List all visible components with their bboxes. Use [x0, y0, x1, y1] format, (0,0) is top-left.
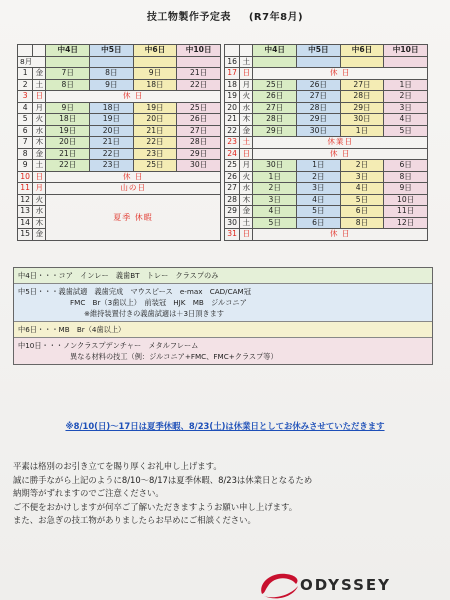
due-date-cell: 9日: [90, 79, 134, 91]
table-row: [18, 171, 221, 183]
weekday: 月: [33, 102, 46, 114]
month-row-cell: [177, 56, 221, 68]
legend-4day: [14, 268, 432, 284]
due-date-cell: 1日: [340, 125, 384, 137]
weekday: 火: [33, 114, 46, 126]
day-number: 3: [18, 91, 33, 103]
weekday: 土: [33, 79, 46, 91]
due-date-cell: 11日: [384, 206, 428, 218]
table-row: [225, 102, 428, 114]
due-date-cell: 9日: [46, 102, 90, 114]
due-date-cell: 27日: [177, 125, 221, 137]
header-blank: [18, 45, 33, 57]
day-number: 7: [18, 137, 33, 149]
message-line: 納期等がずれますのでご注意ください。: [13, 488, 164, 498]
due-date-cell: 29日: [177, 148, 221, 160]
holiday-cell: 休 日: [253, 68, 428, 80]
legend-box: [13, 267, 433, 365]
day-number: 20: [225, 102, 240, 114]
due-date-cell: 18日: [46, 114, 90, 126]
weekday: 土: [33, 160, 46, 172]
due-date-cell: 1日: [384, 79, 428, 91]
table-header-row: [225, 45, 428, 57]
due-date-cell: 8日: [340, 217, 384, 229]
due-date-cell: 3日: [297, 183, 341, 195]
message-line: また、お急ぎの技工物がありましたらお早めにご相談ください。: [13, 515, 256, 525]
table-row: [18, 91, 221, 103]
column-header: 中5日: [90, 45, 134, 57]
holiday-cell: 休 日: [46, 91, 221, 103]
day-number: 8: [18, 148, 33, 160]
due-date-cell: 9日: [133, 68, 177, 80]
due-date-cell: 30日: [177, 160, 221, 172]
table-row: [18, 148, 221, 160]
due-date-cell: 4日: [384, 114, 428, 126]
weekday: 火: [240, 171, 253, 183]
table-header-row: [18, 45, 221, 57]
due-date-cell: 25日: [177, 102, 221, 114]
day-number: 12: [18, 194, 33, 206]
due-date-cell: 4日: [297, 194, 341, 206]
due-date-cell: 2日: [340, 160, 384, 172]
day-number: 1: [18, 68, 33, 80]
due-date-cell: [384, 56, 428, 68]
day-number: 18: [225, 79, 240, 91]
day-number: 22: [225, 125, 240, 137]
weekday: 水: [33, 206, 46, 218]
due-date-cell: 19日: [46, 125, 90, 137]
header-blank: [225, 45, 240, 57]
due-date-cell: 2日: [253, 183, 297, 195]
day-number: 16: [225, 56, 240, 68]
due-date-cell: 23日: [133, 148, 177, 160]
day-number: 10: [18, 171, 33, 183]
due-date-cell: 28日: [177, 137, 221, 149]
title-text: 技工物製作予定表: [146, 12, 231, 23]
due-date-cell: 5日: [253, 217, 297, 229]
due-date-cell: 12日: [384, 217, 428, 229]
day-number: 11: [18, 183, 33, 195]
legend-10day: [14, 338, 432, 364]
table-row: [18, 68, 221, 80]
table-row: [225, 91, 428, 103]
table-row: [225, 125, 428, 137]
column-header: 中4日: [253, 45, 297, 57]
due-date-cell: 6日: [384, 160, 428, 172]
month-row: [18, 56, 221, 68]
table-row: [18, 79, 221, 91]
due-date-cell: [253, 56, 297, 68]
month-row-cell: [46, 56, 90, 68]
weekday: 木: [33, 137, 46, 149]
day-number: 13: [18, 206, 33, 218]
due-date-cell: 7日: [46, 68, 90, 80]
weekday: 日: [33, 91, 46, 103]
column-header: 中10日: [384, 45, 428, 57]
month-row-cell: [133, 56, 177, 68]
due-date-cell: 5日: [384, 125, 428, 137]
due-date-cell: 5日: [340, 194, 384, 206]
table-row: [225, 183, 428, 195]
due-date-cell: 10日: [384, 194, 428, 206]
due-date-cell: 21日: [46, 148, 90, 160]
due-date-cell: 20日: [133, 114, 177, 126]
due-date-cell: 8日: [46, 79, 90, 91]
logo-text: ODYSSEY: [300, 576, 392, 594]
weekday: 木: [240, 114, 253, 126]
due-date-cell: 26日: [177, 114, 221, 126]
weekday: 日: [240, 148, 253, 160]
weekday: 火: [240, 91, 253, 103]
due-date-cell: 8日: [384, 171, 428, 183]
table-row: [225, 148, 428, 160]
due-date-cell: 5日: [297, 206, 341, 218]
holiday-cell: 休 日: [46, 171, 221, 183]
table-row: [225, 79, 428, 91]
table-row: [18, 160, 221, 172]
due-date-cell: 28日: [253, 114, 297, 126]
weekday: 土: [240, 56, 253, 68]
table-row: [225, 206, 428, 218]
due-date-cell: [297, 56, 341, 68]
due-date-cell: 20日: [90, 125, 134, 137]
header-blank: [240, 45, 253, 57]
message-line: 平素は格別のお引き立てを賜り厚くお礼申し上げます。: [13, 461, 222, 471]
weekday: 火: [33, 194, 46, 206]
day-number: 21: [225, 114, 240, 126]
due-date-cell: 1日: [253, 171, 297, 183]
legend-10day-line1: 中10日・・・ノンクラスプデンチャー メタルフレーム: [18, 341, 199, 350]
holiday-notice: ※8/10(日)〜17日は夏季休暇、8/23(土)は休業日としてお休みさせていただきます: [65, 421, 385, 431]
header-blank: [33, 45, 46, 57]
table-row: [225, 229, 428, 241]
due-date-cell: 4日: [253, 206, 297, 218]
due-date-cell: 18日: [133, 79, 177, 91]
table-row: [225, 68, 428, 80]
day-number: 27: [225, 183, 240, 195]
day-number: 4: [18, 102, 33, 114]
weekday: 金: [33, 68, 46, 80]
weekday: 木: [33, 217, 46, 229]
table-row: [18, 183, 221, 195]
due-date-cell: 25日: [133, 160, 177, 172]
due-date-cell: 9日: [384, 183, 428, 195]
column-header: 中5日: [297, 45, 341, 57]
weekday: 月: [33, 183, 46, 195]
due-date-cell: 21日: [177, 68, 221, 80]
table-row: [225, 56, 428, 68]
due-date-cell: 26日: [297, 79, 341, 91]
day-number: 29: [225, 206, 240, 218]
due-date-cell: 25日: [253, 79, 297, 91]
due-date-cell: 21日: [90, 137, 134, 149]
due-date-cell: 4日: [340, 183, 384, 195]
table-row: [225, 114, 428, 126]
day-number: 24: [225, 148, 240, 160]
due-date-cell: [340, 56, 384, 68]
legend-5day-note: ※維持装置付きの義歯試適は＋3日頂きます: [84, 309, 224, 318]
due-date-cell: 19日: [90, 114, 134, 126]
weekday: 木: [240, 194, 253, 206]
due-date-cell: 27日: [297, 91, 341, 103]
weekday: 日: [240, 229, 253, 241]
table-row: [18, 137, 221, 149]
weekday: 金: [240, 206, 253, 218]
due-date-cell: 18日: [90, 102, 134, 114]
legend-5day-line1: 中5日・・・義歯試適 義歯完成 マウスピース e-max CAD/CAM冠: [18, 287, 251, 296]
column-header: 中10日: [177, 45, 221, 57]
day-number: 14: [18, 217, 33, 229]
legend-5day: [14, 284, 432, 322]
holiday-cell: 休業日: [253, 137, 428, 149]
due-date-cell: 8日: [90, 68, 134, 80]
weekday: 土: [240, 137, 253, 149]
due-date-cell: 22日: [177, 79, 221, 91]
due-date-cell: 3日: [340, 171, 384, 183]
weekday: 水: [33, 125, 46, 137]
day-number: 25: [225, 160, 240, 172]
weekday: 日: [240, 68, 253, 80]
column-header: 中6日: [133, 45, 177, 57]
holiday-cell: 休 日: [253, 148, 428, 160]
day-number: 5: [18, 114, 33, 126]
due-date-cell: 19日: [133, 102, 177, 114]
day-number: 23: [225, 137, 240, 149]
legend-6day: [14, 322, 432, 338]
day-number: 9: [18, 160, 33, 172]
due-date-cell: 22日: [46, 160, 90, 172]
due-date-cell: 28日: [340, 91, 384, 103]
message-line: 誠に勝手ながら上記のように8/10〜8/17は夏季休暇、8/23は休業日となるため: [13, 474, 313, 485]
table-row: [225, 171, 428, 183]
due-date-cell: 27日: [340, 79, 384, 91]
table-row: [225, 137, 428, 149]
day-number: 19: [225, 91, 240, 103]
page-title: [0, 8, 450, 23]
due-date-cell: 3日: [384, 102, 428, 114]
message-line: ご不便をおかけしますが何卒ご了解いただきますようお願い申し上げます。: [13, 501, 298, 512]
schedule-table-right: [224, 44, 428, 241]
due-date-cell: 6日: [297, 217, 341, 229]
weekday: 日: [33, 171, 46, 183]
message-body: [13, 460, 443, 528]
day-number: 15: [18, 229, 33, 241]
day-number: 31: [225, 229, 240, 241]
day-number: 6: [18, 125, 33, 137]
column-header: 中6日: [340, 45, 384, 57]
holiday-cell: 休 日: [253, 229, 428, 241]
weekday: 金: [240, 125, 253, 137]
due-date-cell: 21日: [133, 125, 177, 137]
weekday: 水: [240, 102, 253, 114]
day-number: 30: [225, 217, 240, 229]
due-date-cell: 29日: [340, 102, 384, 114]
month-label: 8月: [18, 56, 46, 68]
due-date-cell: 1日: [297, 160, 341, 172]
due-date-cell: 29日: [297, 114, 341, 126]
due-date-cell: 2日: [384, 91, 428, 103]
holiday-cell: 山の日: [46, 183, 221, 195]
month-row-cell: [90, 56, 134, 68]
due-date-cell: 27日: [253, 102, 297, 114]
table-row: [225, 194, 428, 206]
due-date-cell: 30日: [253, 160, 297, 172]
due-date-cell: 29日: [253, 125, 297, 137]
due-date-cell: 23日: [90, 160, 134, 172]
legend-5day-line2: FMC Br（3歯以上） 前装冠 HJK MB ジルコニア: [70, 298, 247, 307]
due-date-cell: 30日: [340, 114, 384, 126]
day-number: 17: [225, 68, 240, 80]
due-date-cell: 3日: [253, 194, 297, 206]
title-year: (R7年8月): [248, 12, 304, 23]
legend-6day-text: 中6日・・・MB Br（4歯以上）: [18, 325, 126, 334]
weekday: 金: [33, 229, 46, 241]
day-number: 2: [18, 79, 33, 91]
legend-4day-text: 中4日・・・コア インレー 義歯BT トレー クラスプのみ: [18, 271, 219, 280]
weekday: 月: [240, 79, 253, 91]
weekday: 金: [33, 148, 46, 160]
due-date-cell: 6日: [340, 206, 384, 218]
due-date-cell: 22日: [90, 148, 134, 160]
due-date-cell: 30日: [297, 125, 341, 137]
legend-10day-line2: 異なる材料の技工（例：ジルコニア+FMC、FMC+クラスプ等）: [70, 352, 278, 361]
table-row: [18, 102, 221, 114]
due-date-cell: 22日: [133, 137, 177, 149]
due-date-cell: 20日: [46, 137, 90, 149]
day-number: 26: [225, 171, 240, 183]
weekday: 月: [240, 160, 253, 172]
table-row: [18, 125, 221, 137]
weekday: 水: [240, 183, 253, 195]
table-row: [225, 160, 428, 172]
day-number: 28: [225, 194, 240, 206]
due-date-cell: 28日: [297, 102, 341, 114]
due-date-cell: 26日: [253, 91, 297, 103]
summer-vacation-label: 夏季 休暇: [113, 212, 153, 222]
table-row: [18, 194, 221, 206]
column-header: 中4日: [46, 45, 90, 57]
table-row: [225, 217, 428, 229]
weekday: 土: [240, 217, 253, 229]
table-row: [18, 114, 221, 126]
due-date-cell: 2日: [297, 171, 341, 183]
